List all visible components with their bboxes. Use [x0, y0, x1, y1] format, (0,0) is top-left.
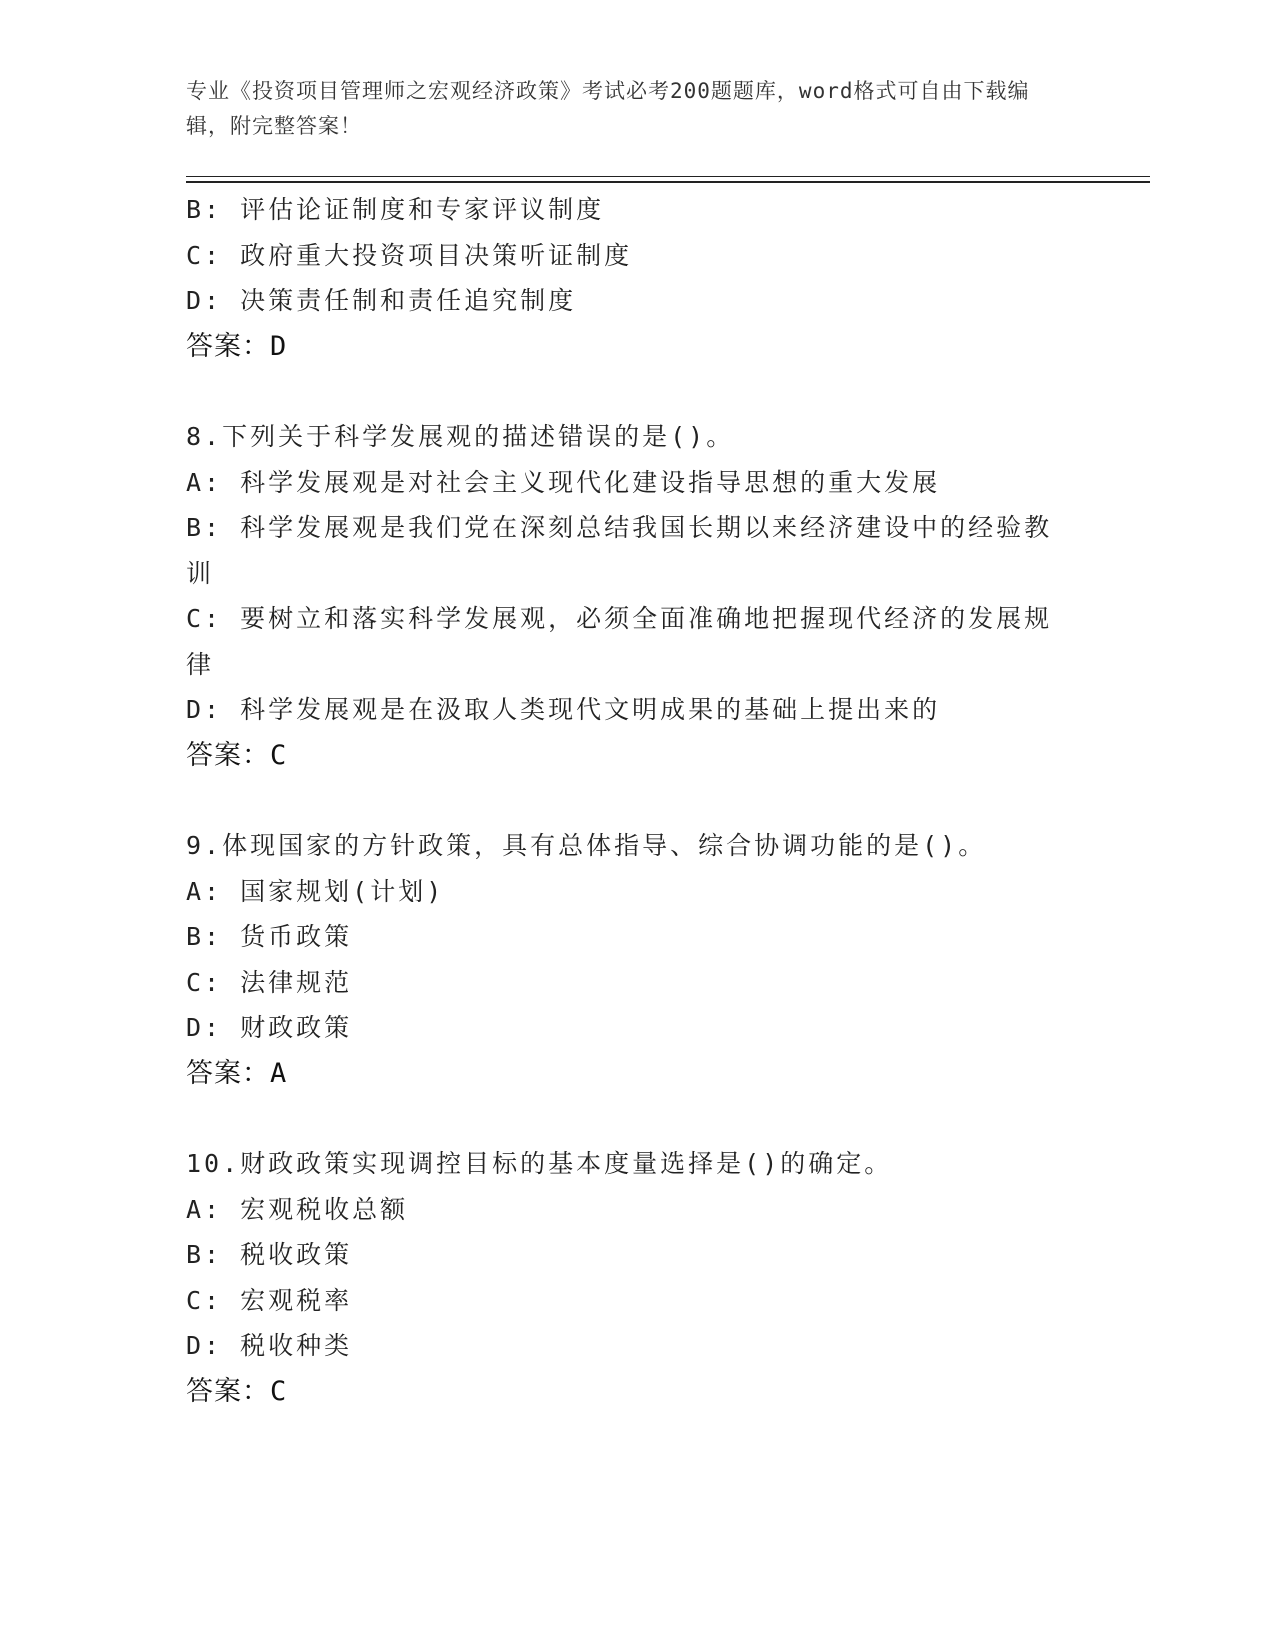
question-stem: 9.体现国家的方针政策，具有总体指导、综合协调功能的是()。	[186, 831, 987, 860]
answer-label: 答案：C	[186, 1375, 288, 1407]
option-a: A: 科学发展观是对社会主义现代化建设指导思想的重大发展	[186, 467, 941, 497]
question-content	[186, 187, 1076, 1414]
header-divider-thin	[186, 176, 1150, 177]
question-stem: 10.财政政策实现调控目标的基本度量选择是()的确定。	[186, 1149, 893, 1178]
option-c: C: 政府重大投资项目决策听证制度	[186, 240, 633, 270]
question-10	[186, 1141, 1076, 1414]
option-b: B: 评估论证制度和专家评议制度	[186, 195, 605, 224]
answer-label: 答案：D	[186, 330, 288, 362]
option-c: C: 宏观税率	[186, 1285, 353, 1315]
option-a: A: 宏观税收总额	[186, 1194, 409, 1224]
option-c: C: 要树立和落实科学发展观，必须全面准确地把握现代经济的发展规律	[186, 604, 1053, 679]
option-d: D: 科学发展观是在汲取人类现代文明成果的基础上提出来的	[186, 695, 941, 724]
option-b: B: 货币政策	[186, 922, 353, 951]
option-d: D: 税收种类	[186, 1331, 353, 1360]
header-divider-thick	[186, 181, 1150, 183]
question-8	[186, 414, 1076, 778]
answer-label: 答案：A	[186, 1057, 288, 1089]
option-d: D: 财政政策	[186, 1013, 353, 1042]
spacer	[186, 778, 1076, 823]
option-c: C: 法律规范	[186, 967, 353, 997]
page-header-text: 专业《投资项目管理师之宏观经济政策》考试必考200题题库，word格式可自由下载编辑，附完整答案！	[186, 79, 1030, 138]
option-a: A: 国家规划(计划)	[186, 876, 445, 906]
answer-label: 答案：C	[186, 739, 288, 771]
spacer	[186, 1096, 1076, 1141]
question-stem: 8.下列关于科学发展观的描述错误的是()。	[186, 422, 735, 451]
question-7-continuation	[186, 187, 1076, 369]
option-d: D: 决策责任制和责任追究制度	[186, 286, 577, 315]
option-b: B: 税收政策	[186, 1240, 353, 1269]
question-9	[186, 823, 1076, 1096]
spacer	[186, 369, 1076, 414]
option-b: B: 科学发展观是我们党在深刻总结我国长期以来经济建设中的经验教训	[186, 513, 1053, 588]
